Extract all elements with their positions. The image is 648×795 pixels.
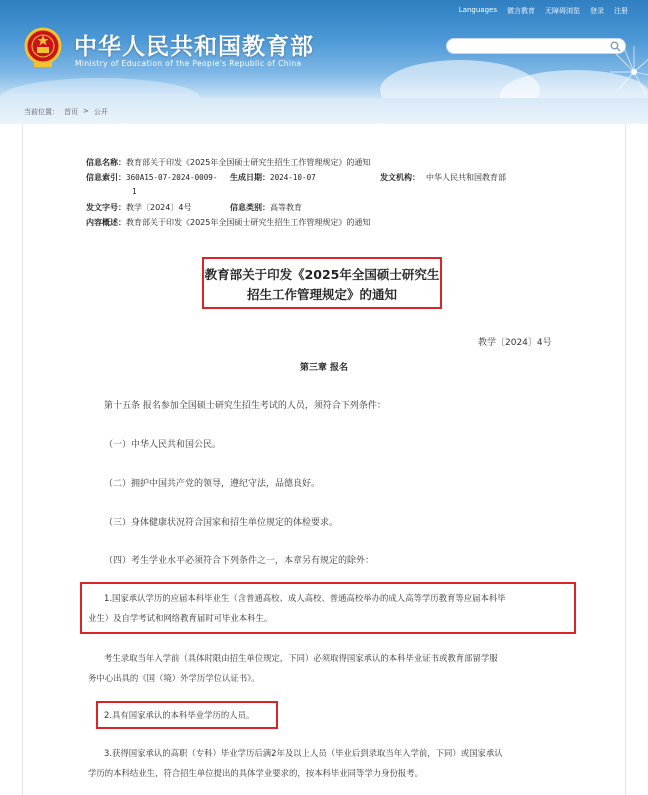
paragraph-condition-3: （三）身体健康状况符合国家和招生单位规定的体检要求。 (104, 518, 339, 528)
breadcrumb (24, 107, 108, 117)
meta-value: 360A15-07-2024-0009- (126, 173, 218, 182)
meta-doc-no (86, 202, 191, 213)
national-emblem-icon (24, 26, 62, 68)
meta-value: 教育部关于印发《2025年全国硕士研究生招生工作管理规定》的通知 (126, 218, 371, 227)
paragraph-item1-line2: 业生）及自学考试和网络教育届时可毕业本科生。 (88, 613, 273, 623)
article-title-line: 招生工作管理规定》的通知 (246, 287, 397, 302)
languages-link[interactable]: Languages (458, 6, 497, 14)
paragraph-condition-1: （一）中华人民共和国公民。 (104, 440, 222, 450)
cloud-decoration (0, 78, 200, 98)
meta-value: 教育部关于印发《2025年全国硕士研究生招生工作管理规定》的通知 (126, 158, 371, 167)
meta-gen-date (230, 172, 316, 183)
breadcrumb-separator: > (83, 107, 89, 115)
meta-value: 2024-10-07 (270, 173, 316, 182)
meta-label: 信息名称： (86, 158, 126, 167)
meta-summary (86, 217, 370, 228)
meta-label: 发文字号： (86, 203, 126, 212)
top-nav (459, 6, 628, 16)
meta-value: 1 (132, 187, 137, 196)
weiyan-link[interactable]: 微言教育 (507, 7, 535, 15)
meta-info-index-cont (132, 187, 137, 196)
login-link[interactable]: 登录 (590, 7, 604, 15)
meta-label: 信息类别： (230, 203, 270, 212)
breadcrumb-home[interactable]: 首页 (64, 108, 78, 116)
meta-value: 高等教育 (270, 203, 302, 212)
meta-info-name (86, 157, 370, 168)
register-link[interactable]: 注册 (614, 7, 628, 15)
dandelion-decoration (594, 42, 648, 98)
meta-category (230, 202, 302, 213)
meta-label: 信息索引： (86, 173, 126, 182)
paragraph-condition-2: （二）拥护中国共产党的领导，遵纪守法，品德良好。 (104, 479, 321, 489)
paragraph-item1-line1: 1.国家承认学历的应届本科毕业生（含普通高校、成人高校、普通高校举办的成人高等学历教育等应届本科毕 (104, 593, 506, 603)
meta-label: 内容概述： (86, 218, 126, 227)
meta-label: 发文机构： (380, 173, 420, 182)
paragraph-item3-line1: 3.获得国家承认的高职（专科）毕业学历后满2年及以上人员（毕业后到录取当年入学前，下同）或国家承认 (104, 748, 503, 758)
meta-value: 中华人民共和国教育部 (426, 173, 506, 182)
paragraph-item3-line2: 学历的本科结业生，符合招生单位提出的具体学业要求的，按本科毕业同等学力身份报考。 (88, 768, 423, 778)
meta-value: 教学〔2024〕4号 (126, 203, 192, 212)
site-subtitle: Ministry of Education of the People's Republic of China (75, 59, 302, 68)
chapter-heading: 第三章 报名 (299, 363, 349, 373)
meta-info-index (86, 172, 217, 183)
paragraph-article15: 第十五条 报名参加全国硕士研究生招生考试的人员，须符合下列条件： (104, 401, 386, 411)
paragraph-item2: 2.具有国家承认的本科毕业学历的人员。 (104, 710, 255, 720)
meta-issuer (380, 172, 506, 183)
paragraph-note-line1: 考生录取当年入学前（具体时限由招生单位规定，下同）必须取得国家承认的本科毕业证书或教育部留学服 (104, 653, 498, 663)
meta-label: 生成日期： (230, 173, 270, 182)
article-title-box (202, 257, 442, 309)
site-title[interactable]: 中华人民共和国教育部 (74, 34, 314, 60)
highlight-box-item1 (80, 582, 576, 634)
breadcrumb-current[interactable]: 公开 (93, 108, 108, 116)
paragraph-note-line2: 务中心出具的《国（境）外学历学位认证书》。 (88, 673, 260, 683)
paragraph-condition-4: （四）考生学业水平必须符合下列条件之一，本章另有规定的除外： (104, 556, 375, 566)
breadcrumb-label: 当前位置： (24, 108, 59, 116)
site-header (0, 0, 648, 98)
accessibility-link[interactable]: 无障碍浏览 (545, 7, 580, 15)
article-title-line: 教育部关于印发《2025年全国硕士研究生 (204, 267, 440, 282)
document-number: 教学〔2024〕4号 (478, 338, 552, 348)
